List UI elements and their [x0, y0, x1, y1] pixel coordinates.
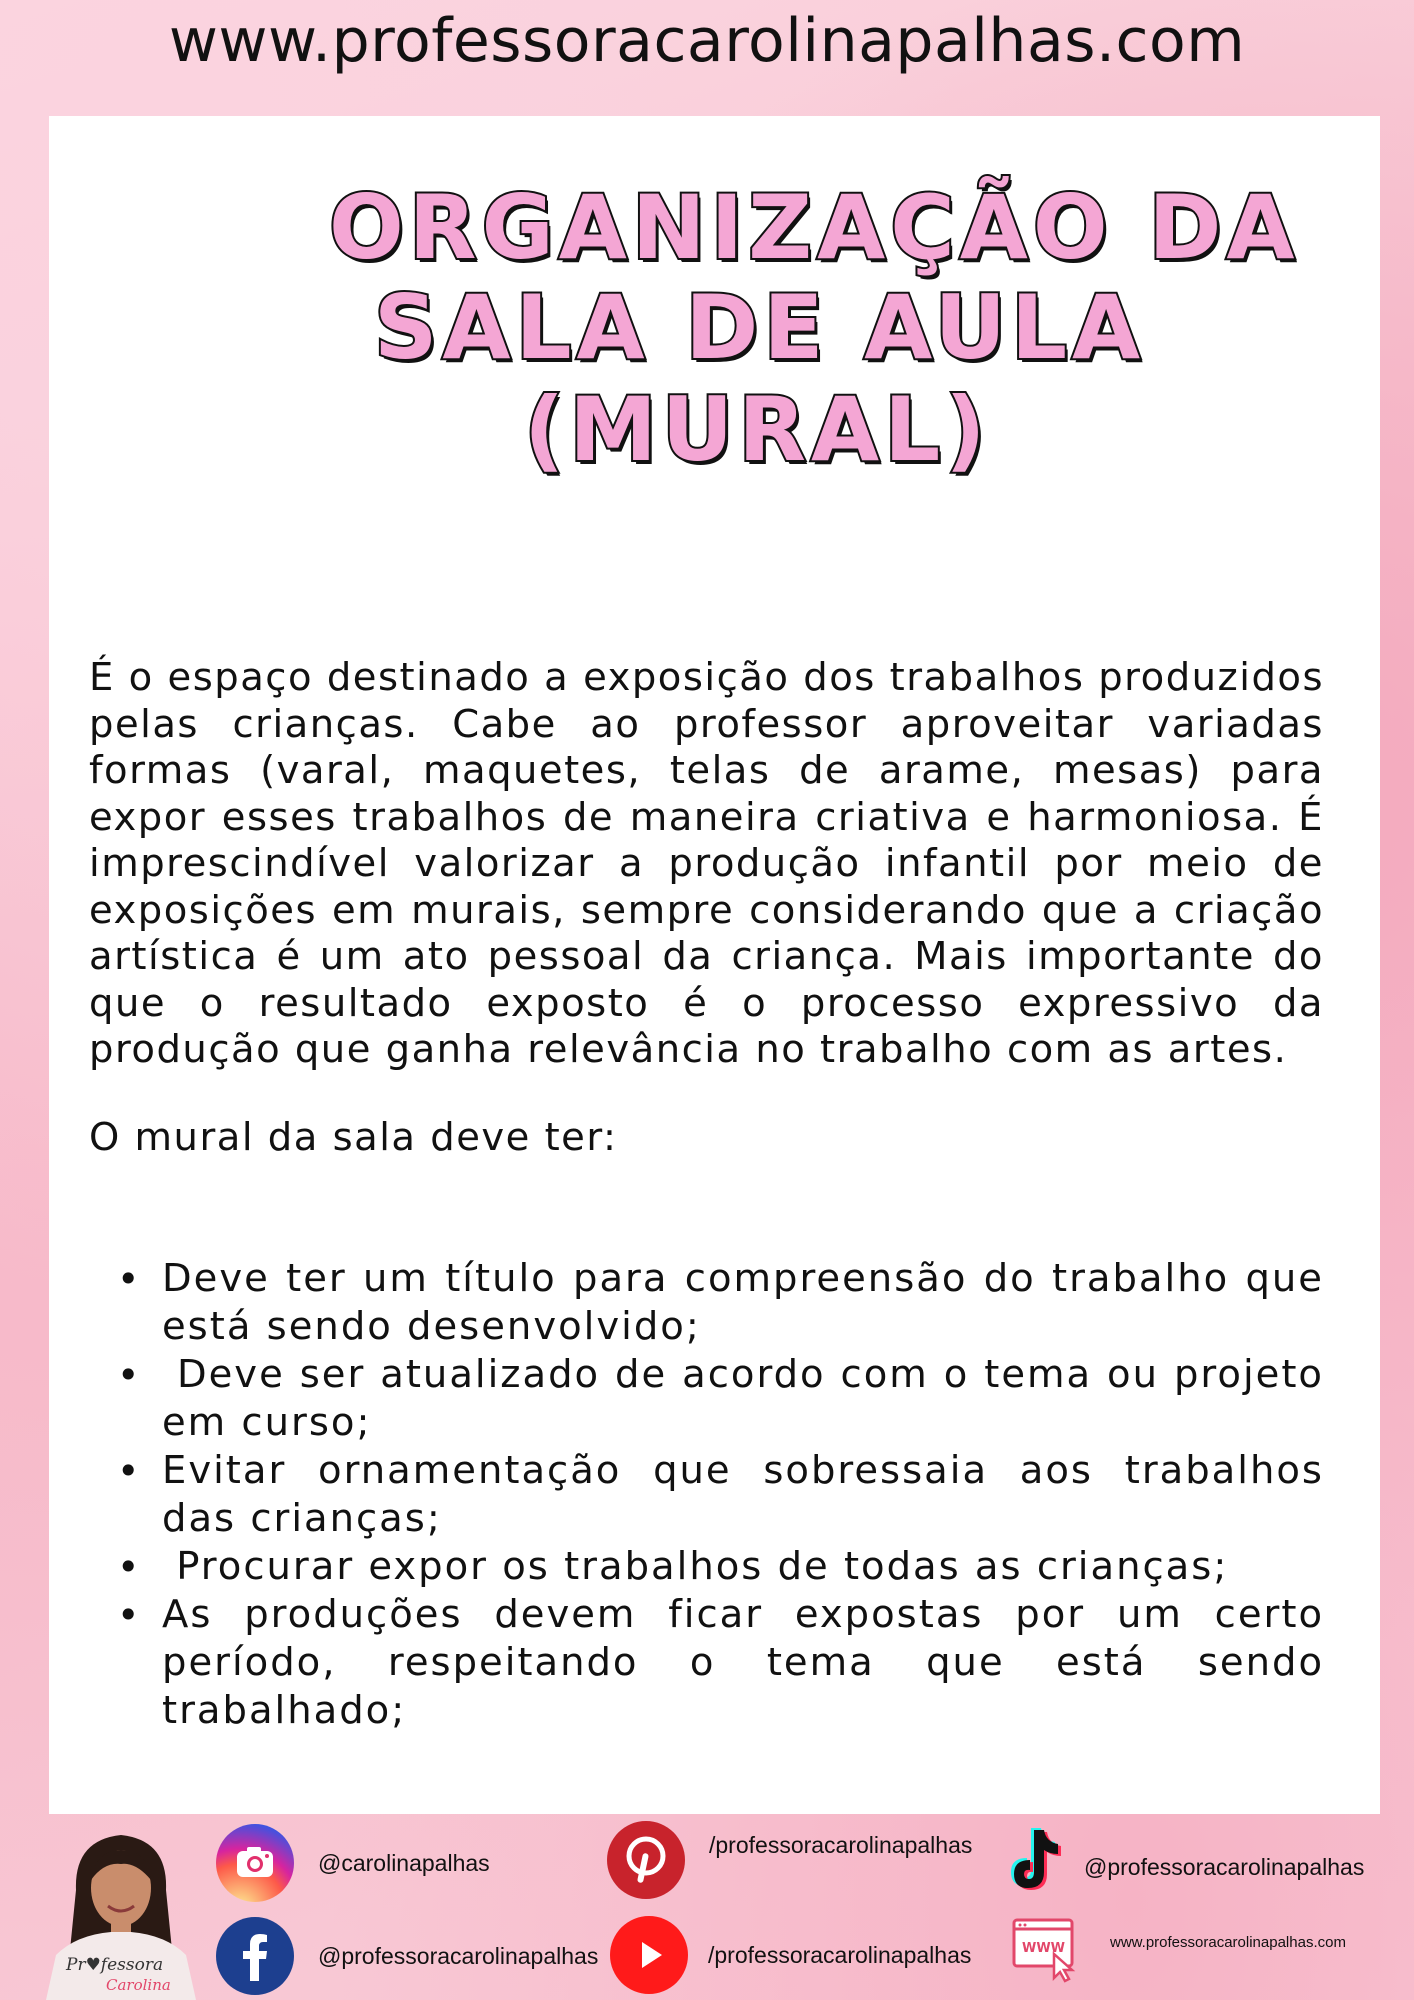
- list-item: • Procurar expor os trabalhos de todas as crianças;: [89, 1543, 1324, 1591]
- website-url[interactable]: www.professoracarolinapalhas.com: [1110, 1933, 1346, 1951]
- list-item: • Deve ser atualizado de acordo com o tema ou projeto em curso;: [89, 1351, 1324, 1447]
- list-item: • Evitar ornamentação que sobressaia aos trabalhos das crianças;: [89, 1447, 1324, 1543]
- youtube-handle[interactable]: /professoracarolinapalhas: [708, 1941, 972, 1968]
- tiktok-icon: [1000, 1821, 1066, 1899]
- site-url[interactable]: www.professoracarolinapalhas.com: [168, 6, 1246, 76]
- pinterest-handle[interactable]: /professoracarolinapalhas: [709, 1831, 973, 1858]
- list-item: • Deve ter um título para compreensão do trabalho que está sendo desenvolvido;: [89, 1255, 1324, 1351]
- list-intro: O mural da sala deve ter:: [89, 1115, 618, 1160]
- tiktok-handle[interactable]: @professoracarolinapalhas: [1084, 1853, 1365, 1880]
- mural-requirements-list: [89, 1255, 1339, 1735]
- body-paragraph: É o espaço destinado a exposição dos trabalhos produzidos pelas crianças. Cabe ao professor aproveitar variadas formas (varal, maquetes, telas de arame, mesas) para expor esses trabalhos de maneira criativa e harmoniosa. É imprescindível valorizar a produção infantil por meio de exposições em murais, sempre considerando que a criação artística é um ato pessoal da criança. Mais importante do que o resultado exposto é o processo expressivo da produção que ganha relevância no trabalho com as artes.: [89, 655, 1324, 1072]
- author-photo: [36, 1820, 206, 2000]
- facebook-handle[interactable]: @professoracarolinapalhas: [318, 1942, 599, 1969]
- facebook-link[interactable]: [216, 1917, 598, 1995]
- shirt-text-icon: Pr♥fessora: [66, 1955, 164, 1975]
- instagram-icon: [216, 1824, 294, 1902]
- website-link[interactable]: [1010, 1914, 1346, 1984]
- title-line-1: ORGANIZAÇÃO DA: [329, 176, 1300, 279]
- list-item: • As produções devem ficar expostas por um certo período, respeitando o tema que está sendo trabalhado;: [89, 1591, 1324, 1735]
- youtube-link[interactable]: [610, 1916, 971, 1994]
- title-line-3: (MURAL): [524, 378, 991, 481]
- instagram-handle[interactable]: @carolinapalhas: [318, 1849, 490, 1876]
- title-line-2: SALA DE AULA: [374, 276, 1146, 379]
- pinterest-icon: [607, 1821, 685, 1899]
- www-badge-text: WWW: [1022, 1941, 1066, 1956]
- www-icon: [1010, 1914, 1080, 1984]
- tiktok-link[interactable]: [1000, 1821, 1364, 1899]
- pinterest-link[interactable]: [607, 1821, 972, 1899]
- svg-text:Carolina: Carolina: [106, 1976, 171, 1994]
- instagram-link[interactable]: [216, 1824, 490, 1902]
- youtube-icon: [610, 1916, 688, 1994]
- content-card: [49, 116, 1380, 1814]
- facebook-icon: [216, 1917, 294, 1995]
